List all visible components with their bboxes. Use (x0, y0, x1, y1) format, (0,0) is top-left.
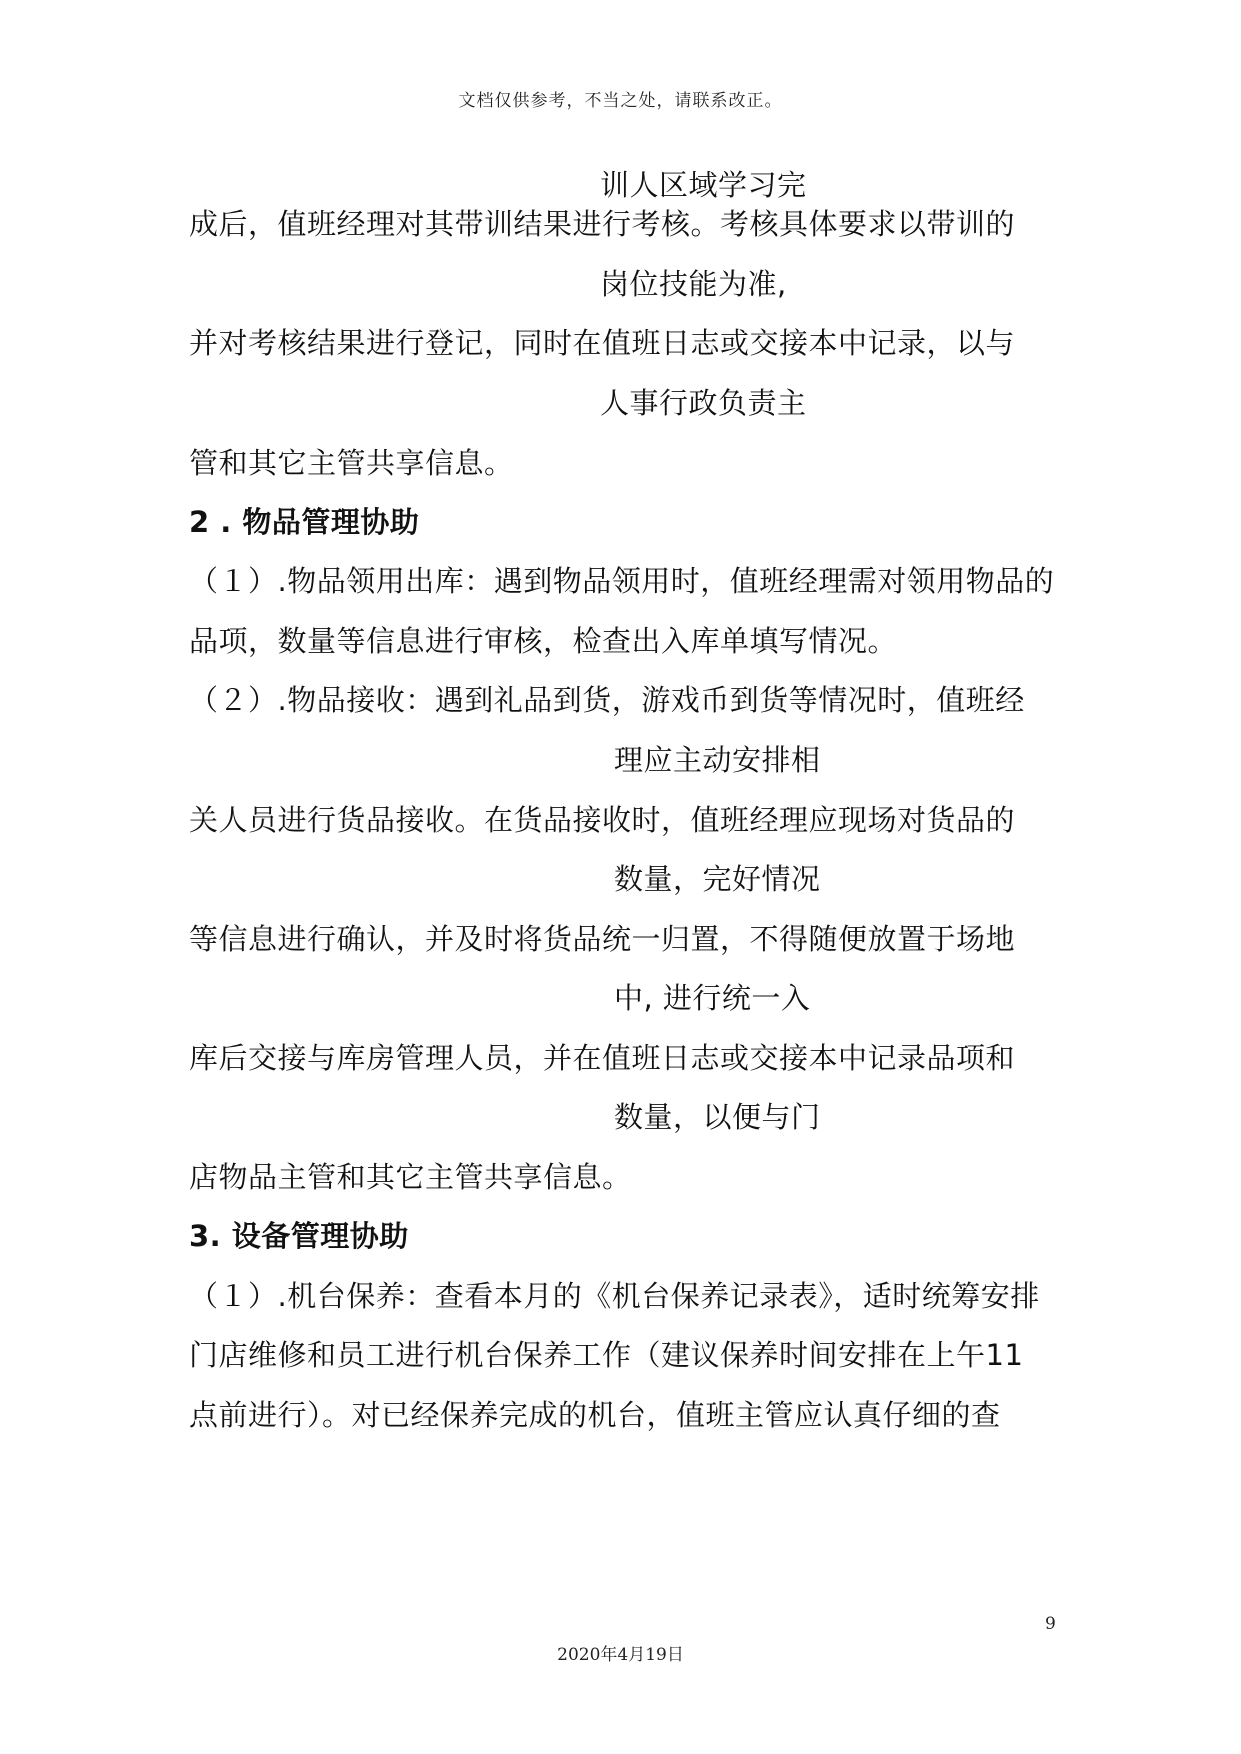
body-line: 门店维修和员工进行机台保养工作（建议保养时间安排在上午11 (189, 1338, 1024, 1372)
body-line: 点前进行）。对已经保养完成的机台，值班主管应认真仔细的查 (189, 1398, 1001, 1432)
section-heading-equipment-management: 3. 设备管理协助 (189, 1219, 409, 1253)
body-line: 人事行政负责主 (600, 386, 807, 420)
section-heading-item-management: 2 . 物品管理协助 (189, 505, 420, 539)
body-line: （１）.物品领用出库：遇到物品领用时，值班经理需对领用物品的 (189, 564, 1055, 598)
body-line: （１）.机台保养：查看本月的《机台保养记录表》，适时统筹安排 (189, 1279, 1040, 1313)
body-line: 数量，以便与门 (614, 1100, 821, 1134)
header-disclaimer: 文档仅供参考，不当之处，请联系改正。 (458, 91, 783, 111)
body-line: 品项，数量等信息进行审核，检查出入库单填写情况。 (189, 624, 898, 658)
body-line: 店物品主管和其它主管共享信息。 (189, 1160, 632, 1194)
body-line: 理应主动安排相 (614, 743, 821, 777)
body-line: 成后，值班经理对其带训结果进行考核。考核具体要求以带训的 (189, 207, 1016, 241)
footer-date: 2020年4月19日 (557, 1645, 684, 1665)
body-line: 管和其它主管共享信息。 (189, 446, 514, 480)
body-line: 训人区域学习完 (600, 168, 807, 202)
body-line: 岗位技能为准, (600, 267, 787, 301)
body-line: 等信息进行确认，并及时将货品统一归置，不得随便放置于场地 (189, 922, 1016, 956)
body-line: 关人员进行货品接收。在货品接收时，值班经理应现场对货品的 (189, 803, 1016, 837)
body-line: 中, 进行统一入 (614, 981, 811, 1015)
body-line: 并对考核结果进行登记，同时在值班日志或交接本中记录，以与 (189, 326, 1016, 360)
page-number: 9 (1045, 1614, 1056, 1634)
body-line: 数量，完好情况 (614, 862, 821, 896)
body-line: 库后交接与库房管理人员，并在值班日志或交接本中记录品项和 (189, 1041, 1016, 1075)
body-line: （２）.物品接收：遇到礼品到货，游戏币到货等情况时，值班经 (189, 683, 1025, 717)
